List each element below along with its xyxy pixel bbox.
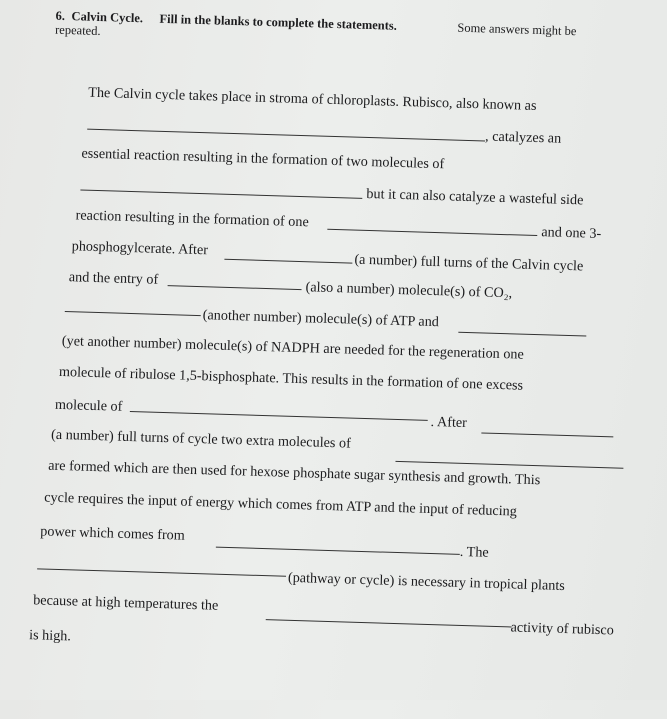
blank-3[interactable] bbox=[327, 229, 537, 236]
passage-text: because at high temperatures the bbox=[32, 592, 219, 614]
passage-text: (pathway or cycle) is necessary in tropical plants bbox=[287, 569, 566, 595]
question-number: 6. bbox=[55, 8, 66, 23]
passage-text: (a number) full turns of cycle two extra molecules of bbox=[50, 426, 352, 452]
passage-text: molecule of bbox=[54, 396, 123, 415]
passage-text: (yet another number) molecule(s) of NADPH are needed for the regeneration one bbox=[61, 332, 525, 363]
question-title: Calvin Cycle. bbox=[71, 9, 144, 26]
passage-text: (another number) molecule(s) of ATP and bbox=[202, 307, 440, 331]
passage-text: . After bbox=[430, 413, 468, 432]
passage-text: , catalyzes an bbox=[484, 128, 562, 147]
passage-text: are formed which are then used for hexose phosphate sugar synthesis and growth. This bbox=[47, 457, 541, 489]
passage-text: reaction resulting in the formation of one bbox=[75, 207, 310, 231]
blank-5[interactable] bbox=[168, 285, 302, 290]
passage-text: activity of rubisco bbox=[510, 619, 615, 639]
passage-text: (also a number) molecule(s) of CO₂, bbox=[305, 279, 513, 302]
passage-text: cycle requires the input of energy which comes from ATP and the input of reducing bbox=[44, 489, 518, 520]
blank-6[interactable] bbox=[65, 311, 201, 316]
passage-text: The Calvin cycle takes place in stroma of chloroplasts. Rubisco, also known as bbox=[88, 84, 537, 114]
question-note-a: Some answers might be bbox=[457, 20, 577, 39]
blank-1[interactable] bbox=[87, 129, 485, 142]
blank-13[interactable] bbox=[266, 619, 512, 627]
passage-text: (a number) full turns of the Calvin cycle bbox=[354, 251, 584, 275]
blank-11[interactable] bbox=[216, 547, 460, 555]
passage-text: but it can also catalyze a wasteful side bbox=[366, 185, 584, 209]
blank-8[interactable] bbox=[130, 411, 428, 421]
passage-text: essential reaction resulting in the formation of two molecules of bbox=[81, 145, 445, 173]
passage-text: phosphogylcerate. After bbox=[71, 238, 209, 259]
passage-text: is high. bbox=[28, 627, 72, 645]
blank-7[interactable] bbox=[458, 332, 586, 337]
passage-text: power which comes from bbox=[40, 523, 186, 544]
blank-9[interactable] bbox=[481, 432, 613, 437]
passage-text: molecule of ribulose 1,5-bisphosphate. This results in the formation of one excess bbox=[58, 363, 524, 394]
blank-10[interactable] bbox=[395, 461, 623, 469]
question-instruction: Fill in the blanks to complete the statements. bbox=[159, 11, 398, 33]
passage-text: and the entry of bbox=[68, 269, 159, 288]
blank-2[interactable] bbox=[80, 189, 362, 198]
blank-4[interactable] bbox=[224, 259, 352, 264]
passage-text: and one 3- bbox=[541, 224, 602, 242]
passage-text: . The bbox=[459, 543, 489, 561]
question-note-b: repeated. bbox=[54, 22, 101, 38]
blank-12[interactable] bbox=[37, 568, 286, 576]
